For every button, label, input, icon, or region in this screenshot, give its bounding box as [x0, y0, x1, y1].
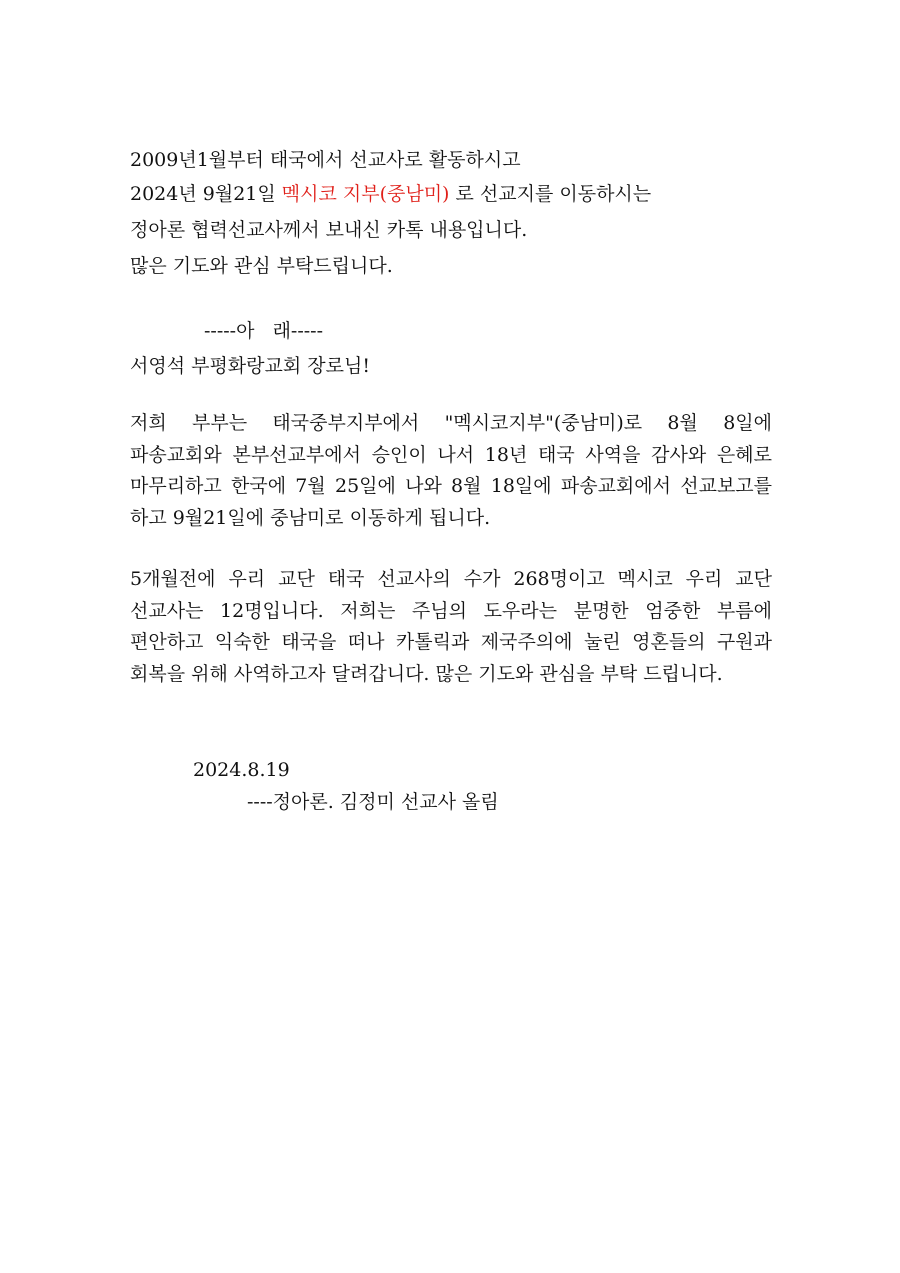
divider-heading: -----아 래----- [204, 320, 324, 342]
paragraph-2: 5개월전에 우리 교단 태국 선교사의 수가 268명이고 멕시코 우리 교단 선교사는 12명입니다. 저희는 주님의 도우라는 분명한 엄중한 부름에 편안하고 익숙한 태국을 떠나 카톨릭과 제국주의에 눌린 영혼들의 구원과 회복을 위해 사역하고자 달려갑니다. 많은 기도와 관심을 부탁 드립니다. [130, 568, 772, 685]
intro-line-4-text: 많은 기도와 관심 부탁드립니다. [130, 255, 393, 277]
salutation: 서영석 부평화랑교회 장로님! [130, 355, 370, 377]
intro-line-2-prefix: 2024년 9월21일 [130, 183, 282, 205]
letter-signature: ----정아론. 김정미 선교사 올림 [247, 791, 499, 813]
intro-line-1 [130, 146, 521, 174]
highlighted-destination: 멕시코 지부(중남미) [281, 183, 450, 205]
intro-line-3-text: 정아론 협력선교사께서 보내신 카톡 내용입니다. [130, 219, 528, 241]
paragraph-1: 저희 부부는 태국중부지부에서 "멕시코지부"(중남미)로 8월 8일에 파송교회와 본부선교부에서 승인이 나서 18년 태국 사역을 감사와 은혜로 마무리하고 한국에 7월 25일에 나와 8월 18일에 파송교회에서 선교보고를 하고 9월21일에 중남미로 이동하게 됩니다. [130, 412, 772, 529]
intro-line-4 [130, 252, 393, 280]
intro-line-2 [130, 180, 651, 208]
letter-date: 2024.8.19 [193, 759, 290, 781]
intro-line-2-suffix: 로 선교지를 이동하시는 [449, 183, 652, 205]
intro-line-1-text: 2009년1월부터 태국에서 선교사로 활동하시고 [130, 149, 521, 171]
intro-line-3 [130, 216, 527, 244]
